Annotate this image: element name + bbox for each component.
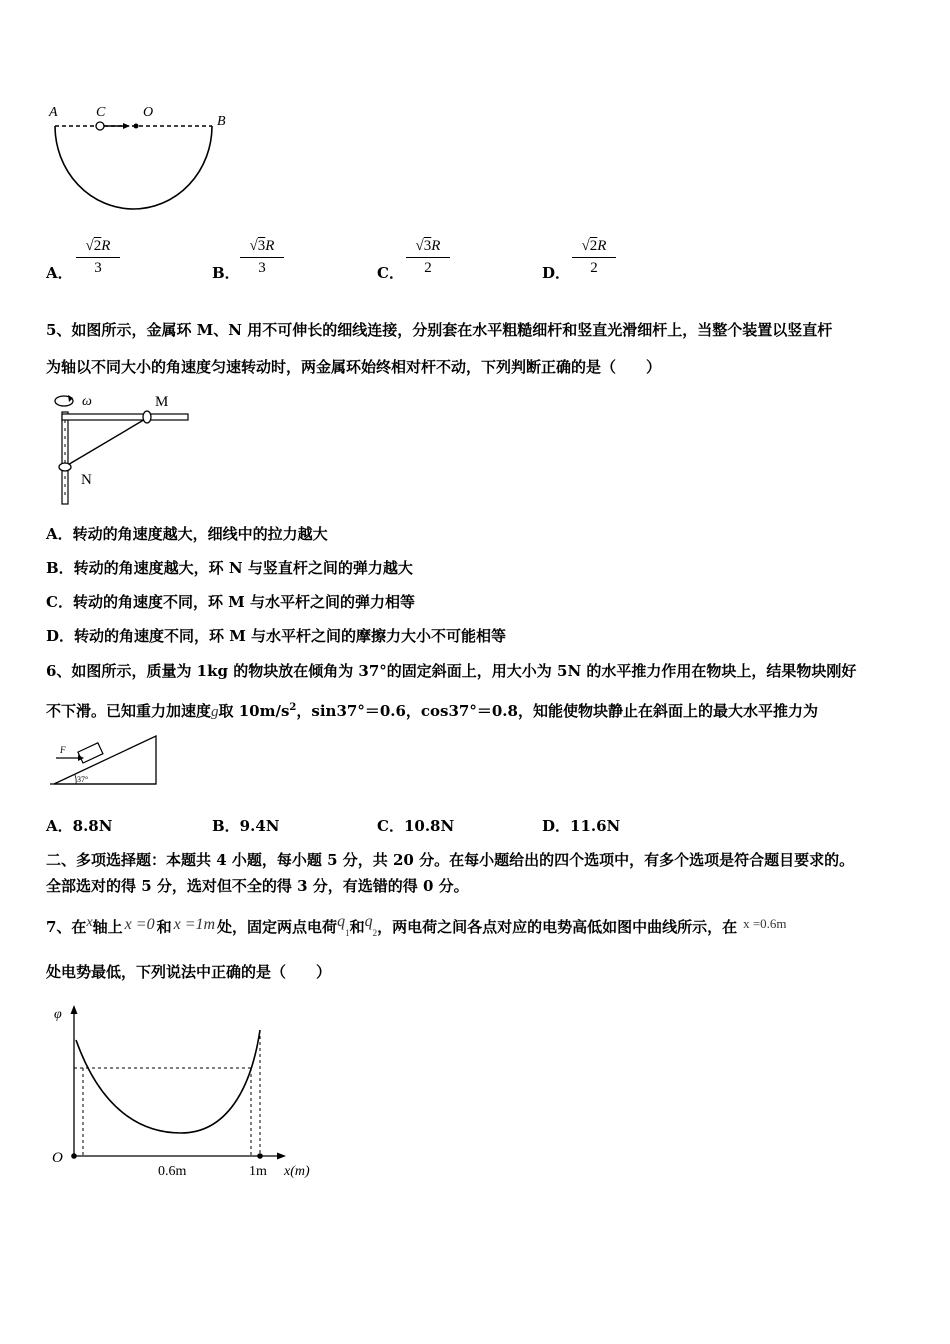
q6-block: [78, 743, 103, 763]
q4-label-o: O: [143, 105, 154, 120]
q4-ball-c: [96, 122, 104, 130]
q7-point-origin: [71, 1153, 77, 1159]
q6-option-c[interactable]: C．10.8N: [377, 817, 455, 835]
q6-stem-line2: 不下滑。已知重力加速度g取 $10m/s^2$，sin37°＝0.6，cos37°＝0.8，知能使物块静止在斜面上的最大水平推力为: [46, 702, 818, 720]
q6-incline-figure: [48, 732, 163, 792]
q4-semicircle-figure: [40, 95, 240, 220]
q5-option-c[interactable]: C．转动的角速度不同，环 M 与水平杆之间的弹力相等: [46, 593, 415, 611]
q5-option-b[interactable]: B．转动的角速度越大，环 N 与竖直杆之间的弹力越大: [46, 559, 413, 577]
section2-line1: 二、多项选择题：本题共 4 小题，每小题 5 分，共 20 分。在每小题给出的四个选项中，有多个选项是符合题目要求的。: [46, 851, 855, 869]
q7-point-1m: [257, 1153, 263, 1159]
q7-x-label: x(m): [284, 1164, 310, 1179]
q4-option-a-fraction: $\frac{√2R}{3}$: [76, 238, 120, 277]
q5-ring-m: [143, 411, 151, 423]
q4-label-a: A: [49, 105, 58, 120]
q4-option-c-letter: C．: [377, 264, 404, 282]
q5-stem-line2: 为轴以不同大小的角速度匀速转动时，两金属环始终相对杆不动，下列判断正确的是（ ）: [46, 358, 662, 376]
q7-potential-graph: [46, 1000, 336, 1185]
q5-rotating-rods-figure: [44, 390, 204, 510]
q4-label-b: B: [217, 114, 226, 129]
q6-force-label: F: [60, 745, 66, 755]
q6-angle-label: 37°: [77, 775, 89, 784]
q6-option-a[interactable]: A．8.8N: [46, 817, 113, 835]
q6-incline: [54, 736, 156, 784]
q7-tick-1m: 1m: [249, 1164, 267, 1179]
q7-stem-line1: 7、在x轴上 x =0 和 x =1m 处，固定两点电荷$q_1$和$q_2$，两电荷之间各点对应的电势高低如图中曲线所示，在 x =0.6m: [46, 913, 787, 938]
q4-option-a-letter: A．: [46, 264, 73, 282]
q5-string: [66, 418, 147, 466]
q7-tick-0-6m: 0.6m: [158, 1164, 187, 1179]
q4-arrow-head: [123, 123, 130, 129]
q7-potential-curve: [76, 1030, 260, 1133]
q4-option-b-letter: B．: [212, 264, 240, 282]
q4-option-d-letter: D．: [542, 264, 571, 282]
q5-rotation-arrowhead: [68, 395, 73, 402]
q5-ring-n: [59, 463, 71, 471]
q5-label-n: N: [81, 472, 92, 488]
q7-y-label: φ: [54, 1007, 62, 1022]
q7-origin-label: O: [52, 1150, 63, 1166]
q4-option-d-fraction: $\frac{√2R}{2}$: [572, 238, 616, 277]
q4-point-o: [134, 124, 139, 129]
q5-stem-line1: 5、如图所示，金属环 M、N 用不可伸长的细线连接，分别套在水平粗糙细杆和竖直光滑细杆上，当整个装置以竖直杆: [46, 321, 833, 339]
q5-horizontal-rod: [62, 414, 188, 420]
q6-option-d[interactable]: D．11.6N: [542, 817, 621, 835]
q6-stem-line1: 6、如图所示，质量为 1kg 的物块放在倾角为 37°的固定斜面上，用大小为 5N 的水平推力作用在物块上，结果物块刚好: [46, 662, 857, 680]
q5-omega-label: ω: [82, 394, 92, 409]
q5-vertical-rod: [62, 412, 68, 504]
q4-label-c: C: [96, 105, 106, 120]
q4-option-c-fraction: $\frac{√3R}{2}$: [406, 238, 450, 277]
q4-semicircle-arc: [55, 126, 212, 209]
q6-option-b[interactable]: B．9.4N: [212, 817, 280, 835]
q7-stem-line2: 处电势最低，下列说法中正确的是（ ）: [46, 963, 332, 981]
q5-option-d[interactable]: D．转动的角速度不同，环 M 与水平杆之间的摩擦力大小不可能相等: [46, 627, 507, 645]
section2-line2: 全部选对的得 5 分，选对但不全的得 3 分，有选错的得 0 分。: [46, 877, 469, 895]
q4-option-b-fraction: $\frac{√3R}{3}$: [240, 238, 284, 277]
q5-option-a[interactable]: A．转动的角速度越大，细线中的拉力越大: [46, 525, 328, 543]
q5-label-m: M: [155, 394, 169, 410]
